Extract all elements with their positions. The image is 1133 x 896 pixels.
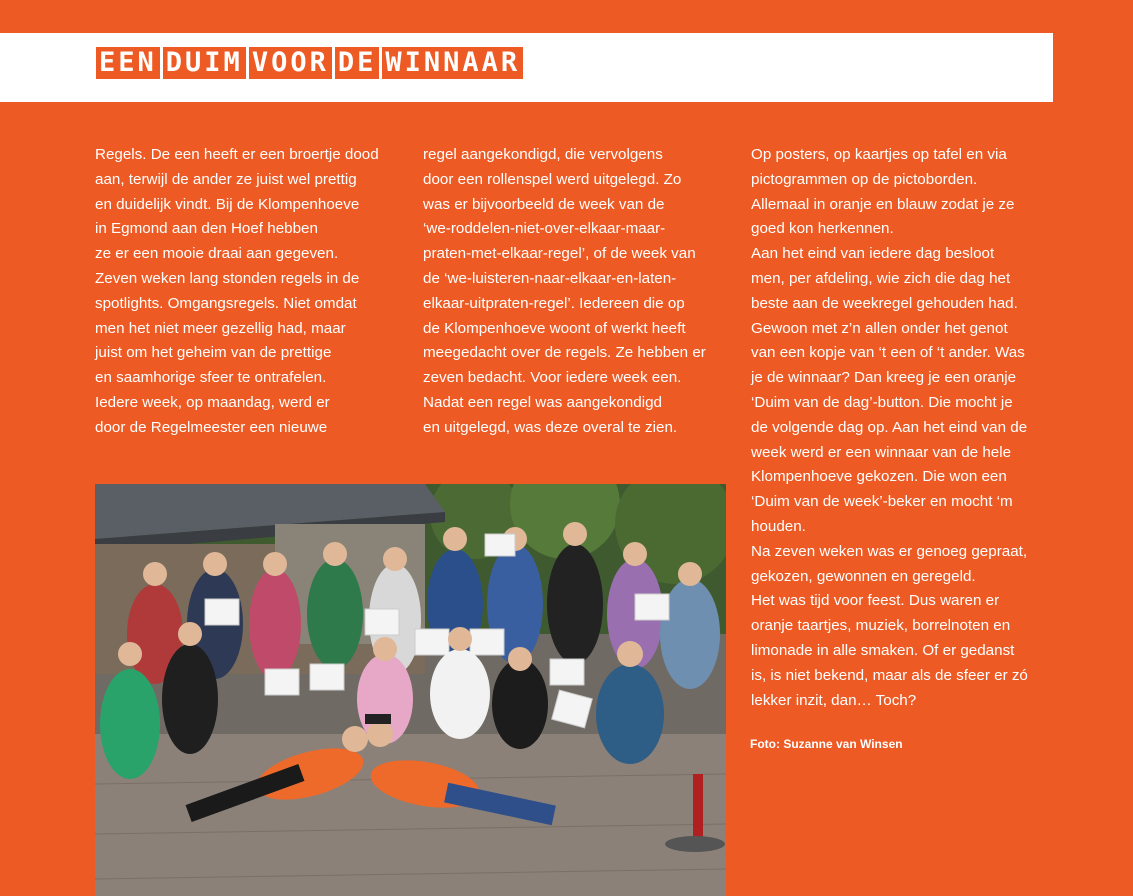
title-word: VOOR — [249, 47, 332, 79]
photo-credit: Foto: Suzanne van Winsen — [750, 737, 903, 751]
text-column-2: regel aangekondigd, die vervolgens door een rollenspel werd uitgelegd. Zo was er bijvoorbeeld de week van de ‘we-roddelen-niet-over-elkaar-maar- praten-met-elkaar-regel’, of de week van de ‘we-luisteren-naar-elkaar-en-laten- elkaar-uitpraten-regel’. Iedereen die op de Klompenhoeve woont of werkt heeft meegedacht over de regels. Ze hebben er zeven bedacht. Voor iedere week een. Nadat een regel was aangekondigd en uitgelegd, was deze overal te zien. — [423, 146, 706, 436]
title-word: WINNAAR — [382, 47, 523, 79]
title-word: DUIM — [163, 47, 246, 79]
title-word: DE — [335, 47, 380, 79]
title-band — [0, 33, 1053, 102]
group-photo-illustration — [95, 484, 726, 896]
text-column-3: Op posters, op kaartjes op tafel en via pictogrammen op de pictoborden. Allemaal in oranje en blauw zodat je ze goed kon herkennen. Aan het eind van iedere dag besloot men, per afdeling, wie zich die dag het beste aan de weekregel gehouden had. Gewoon met z’n allen onder het genot van een kopje van ‘t een of ‘t ander. Was je de winnaar? Dan kreeg je een oranje ‘Duim van de dag’-button. Die mocht je de volgende dag op. Aan het eind van de week werd er een winnaar van de hele Klompenhoeve gekozen. Die won een ‘Duim van de week’-beker en mocht ‘m houden. Na zeven weken was er genoeg gepraat, gekozen, gewonnen en geregeld. Het was tijd voor feest. Dus waren er oranje taartjes, muziek, borrelnoten en limonade in alle smaken. Of er gedanst is, is niet bekend, maar als de sfeer er zó lekker inzit, dan… Toch? — [751, 146, 1028, 709]
text-column-1: Regels. De een heeft er een broertje dood aan, terwijl de ander ze juist wel prettig en duidelijk vindt. Bij de Klompenhoeve in Egmond aan den Hoef hebben ze er een mooie draai aan gegeven. Zeven weken lang stonden regels in de spotlights. Omgangsregels. Niet omdat men het niet meer gezellig had, maar juist om het geheim van de prettige en saamhorige sfeer te ontrafelen. Iedere week, op maandag, werd er door de Regelmeester een nieuwe — [95, 146, 379, 436]
article-title — [96, 47, 523, 79]
group-photo — [95, 484, 726, 896]
title-word: EEN — [96, 47, 160, 79]
